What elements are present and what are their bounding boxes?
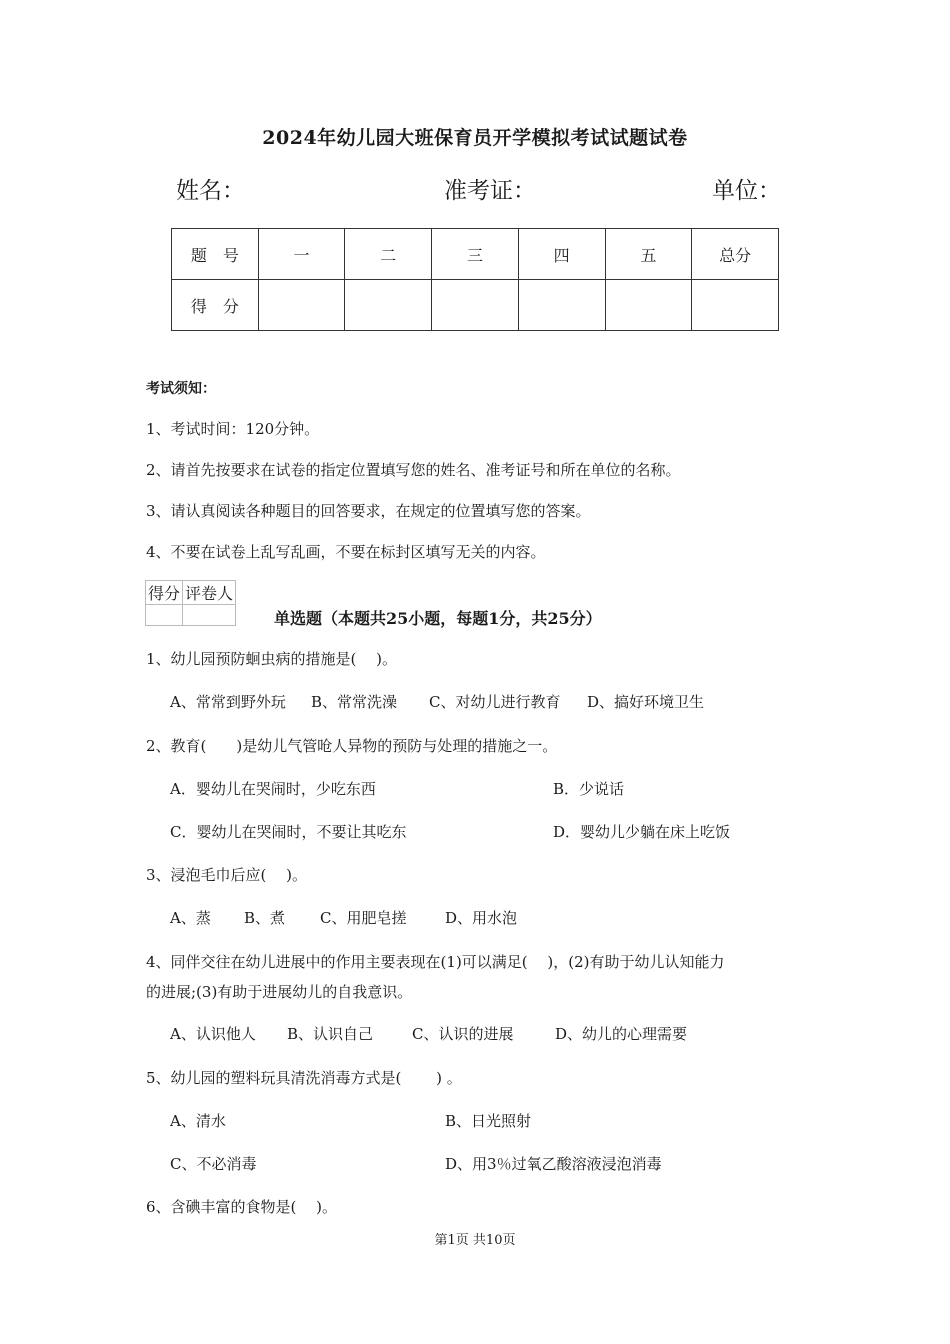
notice-item: 2、请首先按要求在试卷的指定位置填写您的姓名、准考证号和所在单位的名称。 [146, 461, 681, 479]
score-header-cell: 题 号 [172, 229, 259, 280]
question-option: A、认识他人 [170, 1025, 256, 1043]
question-stem: 2、教育( )是幼儿气管呛人异物的预防与处理的措施之一。 [146, 737, 558, 755]
unit-label: 单位： [712, 178, 781, 204]
score-table-score-row [172, 280, 779, 331]
question-option: A、清水 [170, 1112, 226, 1130]
question-option: B、日光照射 [445, 1112, 532, 1130]
exam-id-label: 准考证： [444, 178, 536, 204]
question-stem: 5、幼儿园的塑料玩具清洗消毒方式是( ) 。 [146, 1069, 462, 1087]
question-option: C．婴幼儿在哭闹时，不要让其吃东 [170, 823, 407, 841]
section-title: 单选题（本题共25小题，每题1分，共25分） [274, 609, 602, 628]
score-header-cell: 一 [258, 229, 345, 280]
question-option: B、煮 [244, 909, 286, 927]
notice-item: 4、不要在试卷上乱写乱画，不要在标封区填写无关的内容。 [146, 543, 546, 561]
grader-cell[interactable] [183, 605, 236, 626]
exam-title: 2024年幼儿园大班保育员开学模拟考试试题试卷 [262, 127, 688, 149]
question-option: C、对幼儿进行教育 [429, 693, 561, 711]
score-row-label: 得 分 [172, 280, 259, 331]
question-stem: 4、同伴交往在幼儿进展中的作用主要表现在(1)可以满足( )，(2)有助于幼儿认知能力 [146, 953, 725, 971]
score-cell[interactable] [605, 280, 692, 331]
score-header-cell: 三 [432, 229, 519, 280]
score-cell[interactable] [518, 280, 605, 331]
question-option: D、幼儿的心理需要 [555, 1025, 688, 1043]
score-header-cell: 四 [518, 229, 605, 280]
question-option: C、不必消毒 [170, 1155, 257, 1173]
question-option: B、常常洗澡 [311, 693, 398, 711]
question-stem: 6、含碘丰富的食物是( )。 [146, 1198, 338, 1216]
score-table [171, 228, 779, 331]
notice-item: 3、请认真阅读各种题目的回答要求，在规定的位置填写您的答案。 [146, 502, 591, 520]
grader-label: 评卷人 [183, 581, 236, 605]
question-option: A、蒸 [170, 909, 211, 927]
grader-score-label: 得分 [146, 581, 183, 605]
score-header-cell: 二 [345, 229, 432, 280]
notice-title: 考试须知： [146, 381, 216, 397]
score-cell[interactable] [345, 280, 432, 331]
question-option: B．少说话 [553, 780, 625, 798]
score-table-header-row [172, 229, 779, 280]
notice-item: 1、考试时间：120分钟。 [146, 420, 320, 438]
score-cell[interactable] [258, 280, 345, 331]
question-option: D．婴幼儿少躺在床上吃饭 [553, 823, 731, 841]
score-header-cell: 五 [605, 229, 692, 280]
question-option: D、用3％过氧乙酸溶液浸泡消毒 [445, 1155, 662, 1173]
question-option: B、认识自己 [287, 1025, 374, 1043]
page-footer: 第1页 共10页 [434, 1233, 516, 1248]
score-cell[interactable] [692, 280, 779, 331]
question-option: C、用肥皂搓 [320, 909, 407, 927]
score-cell[interactable] [432, 280, 519, 331]
question-option: A．婴幼儿在哭闹时，少吃东西 [170, 780, 376, 798]
question-option: C、认识的进展 [412, 1025, 514, 1043]
question-stem-continued: 的进展;(3)有助于进展幼儿的自我意识。 [146, 983, 413, 1001]
grader-table [145, 580, 236, 626]
question-option: D、用水泡 [445, 909, 518, 927]
grader-score-cell[interactable] [146, 605, 183, 626]
question-stem: 1、幼儿园预防蛔虫病的措施是( )。 [146, 650, 398, 668]
name-label: 姓名： [176, 178, 245, 204]
question-stem: 3、浸泡毛巾后应( )。 [146, 866, 308, 884]
score-header-cell: 总分 [692, 229, 779, 280]
question-option: A、常常到野外玩 [170, 693, 286, 711]
question-option: D、搞好环境卫生 [587, 693, 705, 711]
